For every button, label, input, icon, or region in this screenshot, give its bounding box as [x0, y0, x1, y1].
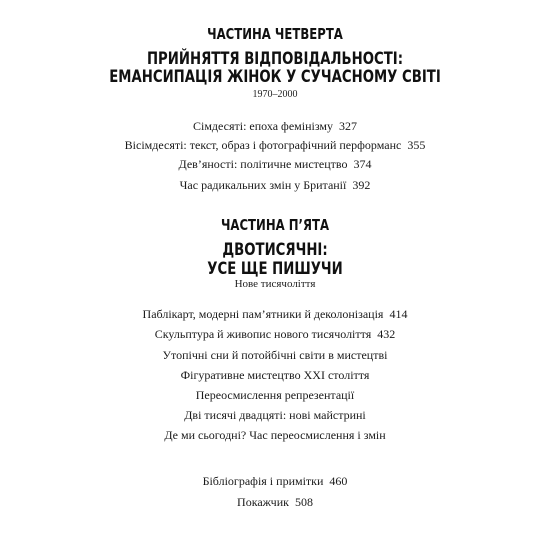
part-four-title-line1: ПРИЙНЯТТЯ ВІДПОВІДАЛЬНОСТІ: — [146, 49, 404, 69]
toc-entry-title: Паблікарт, модерні пам’ятники й деколонізація — [142, 307, 384, 321]
toc-entry-page: 508 — [294, 495, 313, 509]
toc-entry-bibliography[interactable] — [0, 474, 550, 489]
toc-entry[interactable] — [0, 307, 550, 322]
toc-entry-page: 374 — [353, 157, 372, 171]
toc-entry[interactable] — [0, 157, 550, 172]
toc-entry-index[interactable] — [0, 495, 550, 510]
toc-entry-title: Утопічні сни й потойбічні світи в мистецтві — [162, 348, 388, 362]
toc-entry[interactable] — [0, 408, 550, 423]
toc-entry-title: Скульптура й живопис нового тисячоліття — [154, 327, 372, 341]
toc-entry-page: 392 — [352, 178, 371, 192]
toc-entry-title: Де ми сьогодні? Час переосмислення і змін — [164, 428, 386, 442]
toc-entry-title: Фігуративне мистецтво XXI століття — [180, 368, 370, 382]
toc-entry-title: Покажчик — [237, 495, 289, 509]
part-five-subtitle: Нове тисячоліття — [234, 278, 316, 290]
part-five-title-line1: ДВОТИСЯЧНІ: — [222, 240, 328, 260]
part-four-label: ЧАСТИНА ЧЕТВЕРТА — [207, 25, 343, 43]
toc-entry-title: Час радикальних змін у Британії — [179, 178, 347, 192]
toc-entry[interactable] — [0, 348, 550, 363]
toc-entry-title: Сімдесяті: епоха фемінізму — [193, 119, 333, 133]
part-four-title-line2: ЕМАНСИПАЦІЯ ЖІНОК У СУЧАСНОМУ СВІТІ — [109, 67, 441, 87]
toc-entry-title: Бібліографія і примітки — [202, 474, 324, 488]
toc-entry-page: 327 — [339, 119, 357, 133]
part-four-years: 1970–2000 — [252, 89, 298, 100]
toc-entry[interactable] — [0, 138, 550, 153]
part-five-title-line2: УСЕ ЩЕ ПИШУЧИ — [207, 259, 343, 279]
toc-entry-page: 460 — [329, 474, 348, 488]
toc-entry[interactable] — [0, 368, 550, 383]
part-five-label: ЧАСТИНА П’ЯТА — [220, 216, 330, 234]
toc-entry-page: 414 — [389, 307, 408, 321]
toc-entry[interactable] — [0, 327, 550, 342]
toc-entry-title: Дві тисячі двадцяті: нові майстрині — [184, 408, 366, 422]
toc-entry[interactable] — [0, 388, 550, 403]
toc-entry[interactable] — [0, 428, 550, 443]
toc-entry-page: 432 — [377, 327, 396, 341]
toc-entry[interactable] — [0, 119, 550, 134]
toc-entry-title: Вісімдесяті: текст, образ і фотографічний перформанс — [124, 138, 402, 152]
toc-entry-title: Переосмислення репрезентації — [195, 388, 355, 402]
toc-entry[interactable] — [0, 178, 550, 193]
toc-entry-title: Дев’яності: політичне мистецтво — [178, 157, 348, 171]
toc-entry-page: 355 — [407, 138, 426, 152]
